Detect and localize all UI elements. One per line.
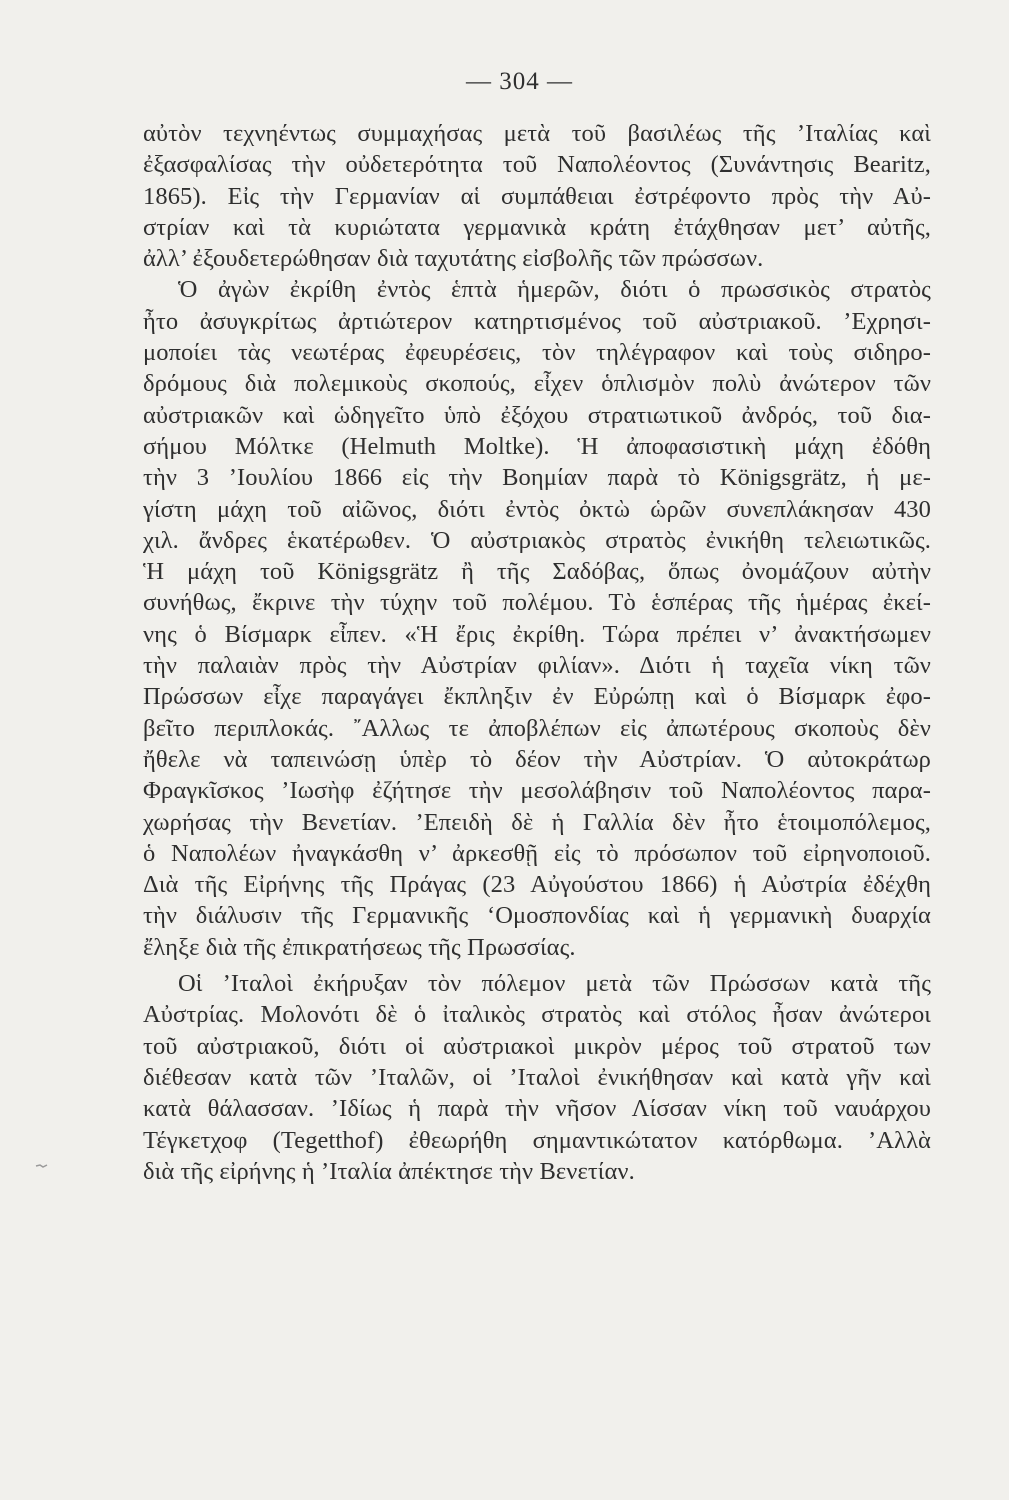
text-line: Αὐστρίας. Μολονότι δὲ ὁ ἰταλικὸς στρατὸς καὶ στόλος ἦσαν ἀνώτεροι — [143, 1001, 931, 1029]
text-line: τὴν διάλυσιν τῆς Γερμανικῆς ‘Ομοσπονδίας καὶ ἡ γερμανικὴ δυαρχία — [143, 902, 931, 930]
text-line: δρόμους διὰ πολεμικοὺς σκοπούς, εἶχεν ὁπλισμὸν πολὺ ἀνώτερον τῶν — [143, 370, 931, 398]
text-line: συνήθως, ἔκρινε τὴν τύχην τοῦ πολέμου. Τὸ ἑσπέρας τῆς ἡμέρας ἐκεί- — [143, 589, 931, 617]
text-line: ἀλλ’ ἐξουδετερώθησαν διὰ ταχυτάτης εἰσβολῆς τῶν πρώσσων. — [143, 245, 764, 273]
text-line: χιλ. ἄνδρες ἑκατέρωθεν. Ὁ αὐστριακὸς στρατὸς ἐνικήθη τελειωτικῶς. — [143, 526, 931, 554]
text-line: αὐστριακῶν καὶ ὡδηγεῖτο ὑπὸ ἐξόχου στρατιωτικοῦ ἀνδρός, τοῦ δια- — [143, 401, 931, 429]
text-line: αὐτὸν τεχνηέντως συμμαχήσας μετὰ τοῦ βασιλέως τῆς ’Ιταλίας καὶ — [143, 120, 931, 147]
text-line: ἐξασφαλίσας τὴν οὐδετερότητα τοῦ Ναπολέοντος (Συνάντησις Bearitz, — [143, 151, 931, 179]
text-line: Οἱ ’Ιταλοὶ ἐκήρυξαν τὸν πόλεμον μετὰ τῶν Πρώσσων κατὰ τῆς — [178, 970, 931, 998]
text-line: Ὁ ἀγὼν ἐκρίθη ἐντὸς ἑπτὰ ἡμερῶν, διότι ὁ πρωσσικὸς στρατὸς — [178, 276, 931, 304]
text-line: μοποίει τὰς νεωτέρας ἐφευρέσεις, τὸν τηλέγραφον καὶ τοὺς σιδηρο- — [143, 339, 931, 367]
text-line: ὁ Ναπολέων ἠναγκάσθη ν’ ἀρκεσθῇ εἰς τὸ πρόσωπον τοῦ εἰρηνοποιοῦ. — [143, 839, 931, 867]
text-line: ἦτο ἀσυγκρίτως ἀρτιώτερον κατηρτισμένος τοῦ αὐστριακοῦ. ’Εχρησι- — [143, 307, 931, 335]
text-line: στρίαν καὶ τὰ κυριώτατα γερμανικὰ κράτη ἐτάχθησαν μετ’ αὐτῆς, — [143, 213, 931, 241]
text-line: διέθεσαν κατὰ τῶν ’Ιταλῶν, οἱ ’Ιταλοὶ ἐνικήθησαν καὶ κατὰ γῆν καὶ — [143, 1063, 931, 1091]
text-line: νης ὁ Βίσμαρκ εἶπεν. «Ἡ ἔρις ἐκρίθη. Τώρα πρέπει ν’ ἀνακτήσωμεν — [143, 620, 931, 648]
text-line: τὴν παλαιὰν πρὸς τὴν Αὐστρίαν φιλίαν». Διότι ἡ ταχεῖα νίκη τῶν — [143, 652, 931, 680]
text-line: γίστη μάχη τοῦ αἰῶνος, διότι ἐντὸς ὀκτὼ ὡρῶν συνεπλάκησαν 430 — [143, 495, 931, 523]
text-line: Πρώσσων εἶχε παραγάγει ἔκπληξιν ἐν Εὐρώπῃ καὶ ὁ Βίσμαρκ ἐφο- — [143, 683, 931, 711]
body-text — [143, 118, 931, 1187]
text-line: κατὰ θάλασσαν. ’Ιδίως ἡ παρὰ τὴν νῆσον Λίσσαν νίκη τοῦ ναυάρχου — [143, 1095, 931, 1123]
text-line: Ἡ μάχη τοῦ Königsgrätz ἢ τῆς Σαδόβας, ὅπως ὀνομάζουν αὐτὴν — [143, 558, 931, 586]
text-line: χωρήσας τὴν Βενετίαν. ’Επειδὴ δὲ ἡ Γαλλία δὲν ἦτο ἑτοιμοπόλεμος, — [143, 808, 931, 836]
text-line: Τέγκετχοφ (Tegetthof) ἐθεωρήθη σημαντικώτατον κατόρθωμα. ’Αλλὰ — [143, 1126, 931, 1154]
text-line: 1865). Εἰς τὴν Γερμανίαν αἱ συμπάθειαι ἐστρέφοντο πρὸς τὴν Αὐ- — [143, 182, 931, 210]
text-line: διὰ τῆς εἰρήνης ἡ ’Ιταλία ἀπέκτησε τὴν Βενετίαν. — [143, 1157, 635, 1185]
text-line: Διὰ τῆς Εἰρήνης τῆς Πράγας (23 Αὐγούστου 1866) ἡ Αὐστρία ἐδέχθη — [143, 871, 931, 899]
text-line: ἤθελε νὰ ταπεινώσῃ ὑπὲρ τὸ δέον τὴν Αὐστρίαν. Ὁ αὐτοκράτωρ — [143, 745, 931, 773]
text-line: ἔληξε διὰ τῆς ἐπικρατήσεως τῆς Πρωσσίας. — [143, 933, 576, 961]
text-line: τοῦ αὐστριακοῦ, διότι οἱ αὐστριακοὶ μικρὸν μέρος τοῦ στρατοῦ των — [143, 1032, 931, 1060]
text-line: βεῖτο περιπλοκάς. ῎Αλλως τε ἀποβλέπων εἰς ἀπωτέρους σκοποὺς δὲν — [143, 714, 931, 742]
text-line: Φραγκῖσκος ’Ιωσὴφ ἐζήτησε τὴν μεσολάβησιν τοῦ Ναπολέοντος παρα- — [143, 777, 931, 805]
text-line: σήμου Μόλτκε (Helmuth Moltke). Ἡ ἀποφασιστικὴ μάχη ἐδόθη — [143, 432, 931, 460]
page-number: — 304 — — [466, 68, 573, 95]
margin-smudge — [34, 1157, 52, 1175]
text-line: τὴν 3 ’Ιουλίου 1866 εἰς τὴν Βοημίαν παρὰ τὸ Königsgrätz, ἡ με- — [143, 464, 931, 492]
